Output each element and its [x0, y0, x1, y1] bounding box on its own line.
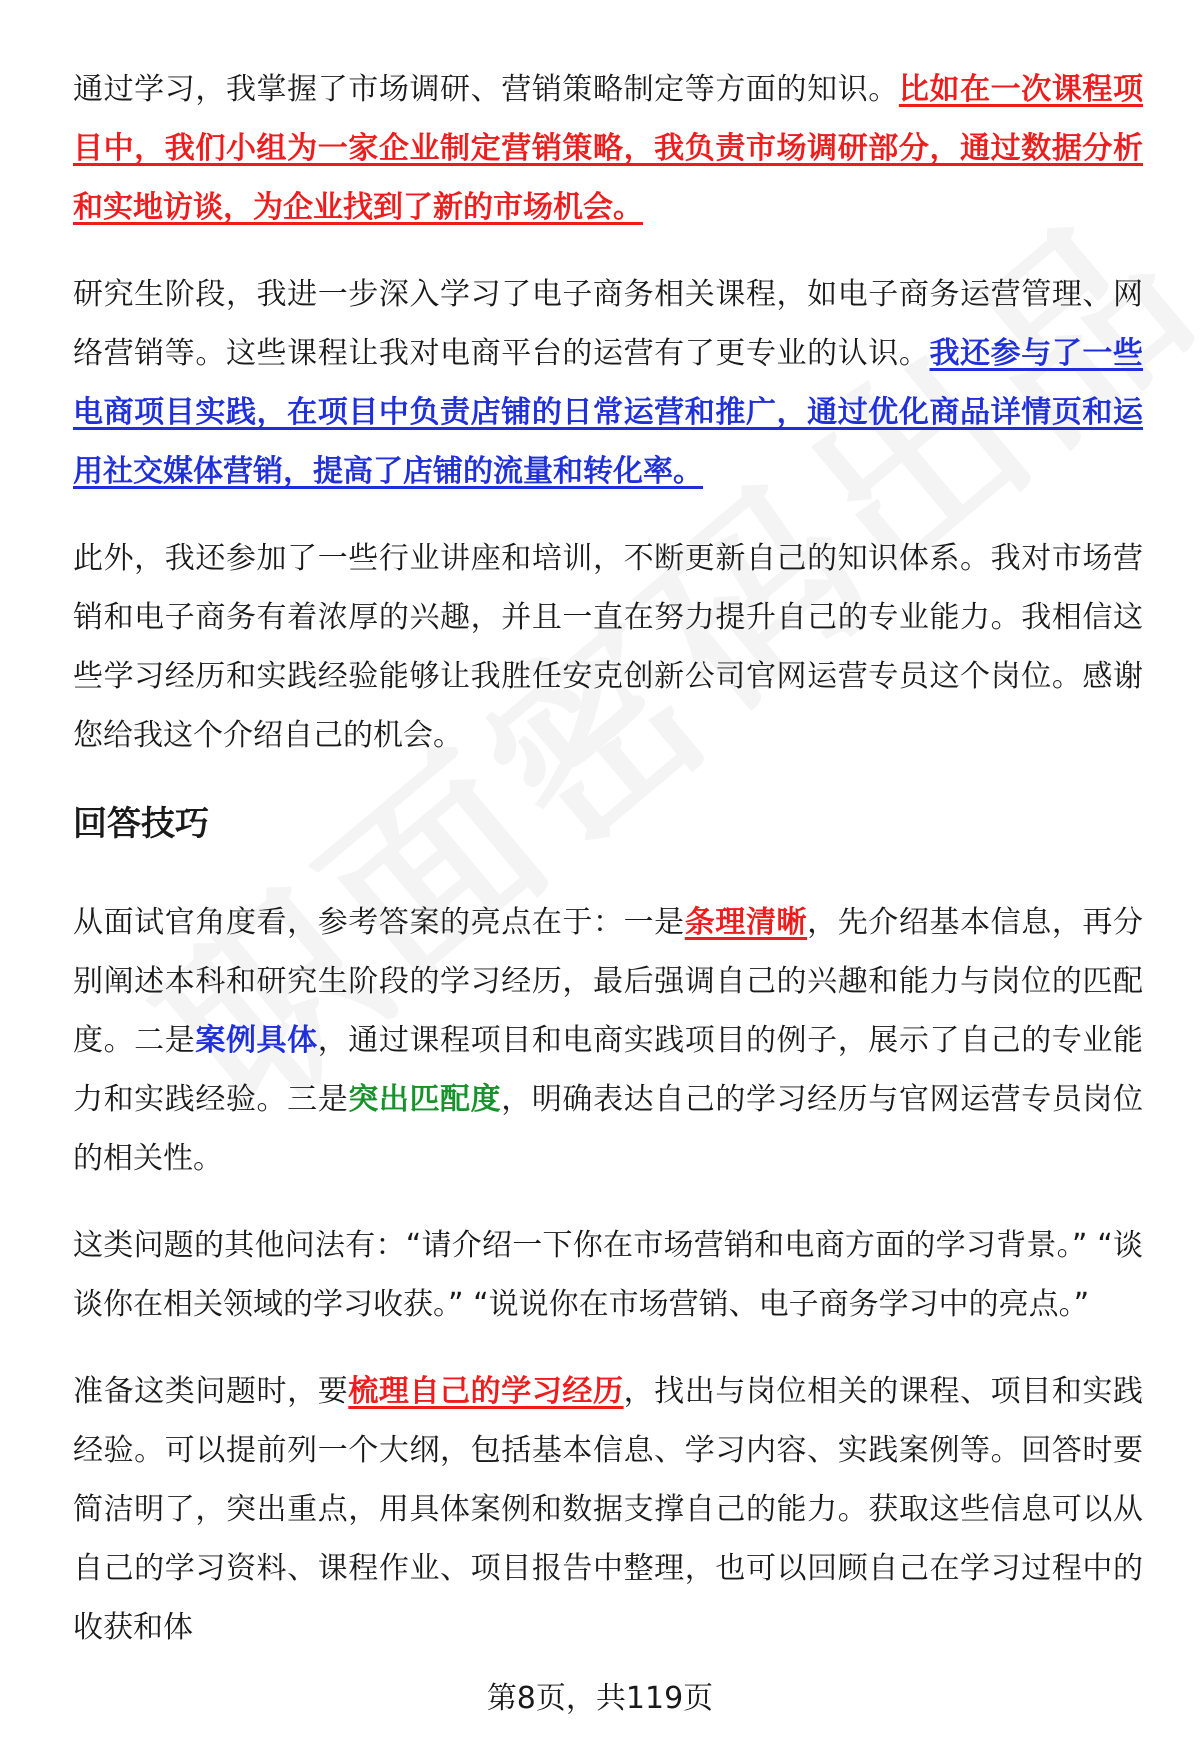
paragraph-text: ，找出与岗位相关的课程、项目和实践经验。可以提前列一个大纲，包括基本信息、学习内容、实践案例等。回答时要简洁明了，突出重点，用具体案例和数据支撑自己的能力。获取这些信息可以从自己的学习资料、课程作业、项目报告中整理，也可以回顾自己在学习过程中的收获和体: [73, 1374, 1144, 1645]
highlight-red-example: 比如在一次课程项目中，我们小组为一家企业制定营销策略，我负责市场调研部分，通过数据分析和实地访谈，为企业找到了新的市场机会。: [73, 72, 1144, 225]
page-number: 第8页，共119页: [486, 1681, 714, 1716]
paragraph-conclusion: [73, 529, 1143, 765]
keyword-blue: 案例具体: [195, 1023, 318, 1058]
paragraph-text: ，通过课程项目和电商实践项目的例子，展示了自己的专业能力和实践经验。三是: [73, 1023, 1144, 1117]
paragraph-text: 研究生阶段，我进一步深入学习了电子商务相关课程，如电子商务运营管理、网络营销等。这些课程让我对电商平台的运营有了更专业的认识。: [73, 277, 1143, 371]
paragraph-other-questions: [73, 1216, 1143, 1334]
paragraph-text: 此外，我还参加了一些行业讲座和培训，不断更新自己的知识体系。我对市场营销和电子商务有着浓厚的兴趣，并且一直在努力提升自己的专业能力。我相信这些学习经历和实践经验能够让我胜任安克创新公司官网运营专员这个岗位。感谢您给我这个介绍自己的机会。: [73, 541, 1143, 753]
paragraph-interviewer-view: [73, 893, 1143, 1188]
paragraph-text: ，明确表达自己的学习经历与官网运营专员岗位的相关性。: [73, 1082, 1144, 1176]
section-title: 回答技巧: [73, 804, 209, 844]
paragraph-text: 这类问题的其他问法有：“请介绍一下你在市场营销和电商方面的学习背景。” “谈谈你在相关领域的学习收获。” “说说你在市场营销、电子商务学习中的亮点。”: [73, 1228, 1143, 1322]
paragraph-graduate-stage: [73, 265, 1143, 501]
paragraph-study-knowledge: [73, 60, 1143, 237]
highlight-blue-example: 我还参与了一些电商项目实践，在项目中负责店铺的日常运营和推广，通过优化商品详情页和运用社交媒体营销，提高了店铺的流量和转化率。: [73, 336, 1144, 489]
paragraph-preparation: [73, 1362, 1143, 1657]
keyword-green: 突出匹配度: [348, 1082, 502, 1117]
keyword-red: 条理清晰: [684, 905, 808, 940]
paragraph-text: ，先介绍基本信息，再分别阐述本科和研究生阶段的学习经历，最后强调自己的兴趣和能力与岗位的匹配度。二是: [73, 905, 1144, 1058]
paragraph-text: 准备这类问题时，要: [73, 1374, 349, 1409]
keyword-red: 梳理自己的学习经历: [348, 1374, 624, 1409]
document-page: [73, 60, 1143, 1685]
paragraph-text: 通过学习，我掌握了市场调研、营销策略制定等方面的知识。: [73, 72, 899, 107]
paragraph-text: 从面试官角度看，参考答案的亮点在于：一是: [73, 905, 685, 940]
